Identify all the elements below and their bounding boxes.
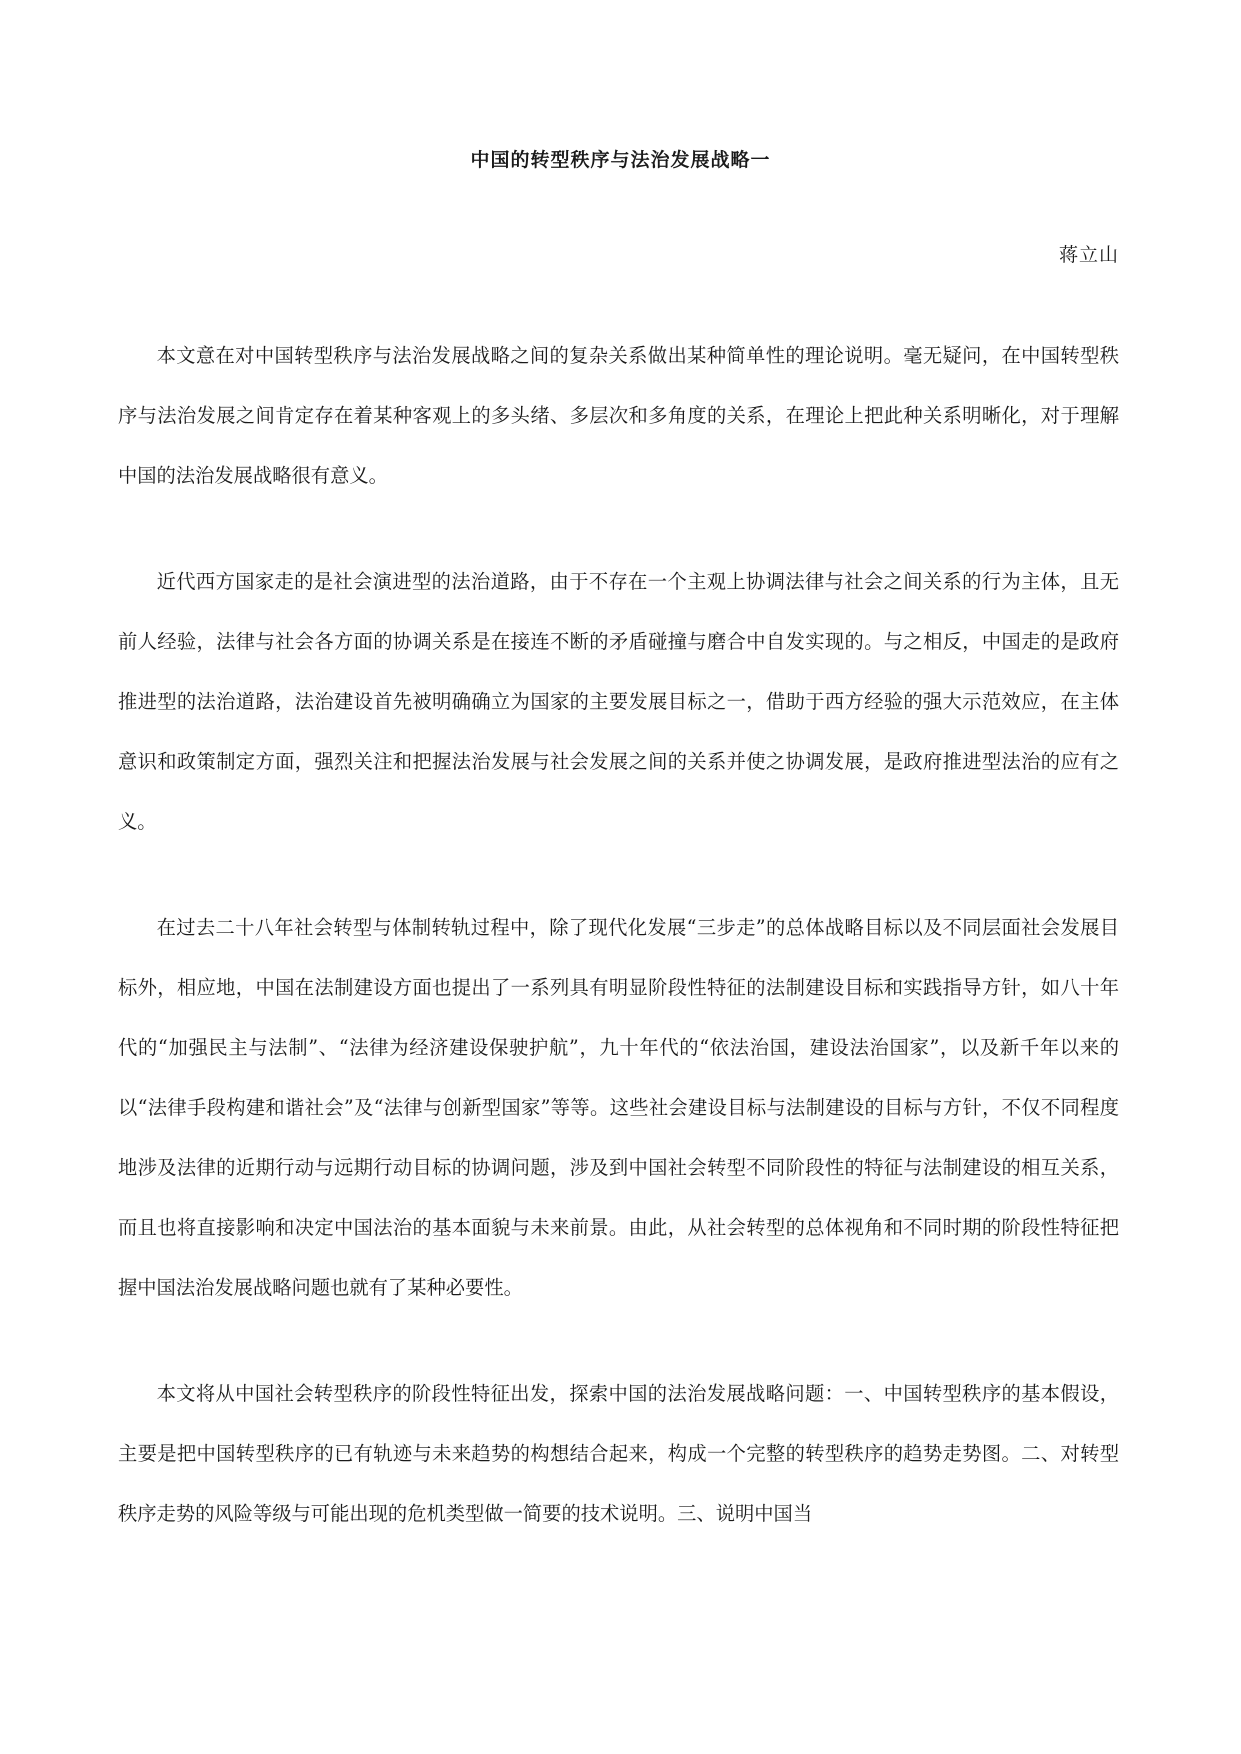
paragraph-3: 在过去二十八年社会转型与体制转轨过程中，除了现代化发展“三步走”的总体战略目标以及不同层面社会发展目标外，相应地，中国在法制建设方面也提出了一系列具有明显阶段性特征的法制建设目标和实践指导方针，如八十年代的“加强民主与法制”、“法律为经济建设保驶护航”，九十年代的“依法治国，建设法治国家”，以及新千年以来的以“法律手段构建和谐社会”及“法律与创新型国家”等等。这些社会建设目标与法制建设的目标与方针，不仅不同程度地涉及法律的近期行动与远期行动目标的协调问题，涉及到中国社会转型不同阶段性的特征与法制建设的相互关系，而且也将直接影响和决定中国法治的基本面貌与未来前景。由此，从社会转型的总体视角和不同时期的阶段性特征把握中国法治发展战略问题也就有了某种必要性。 (118, 916, 1119, 1299)
document-body (118, 326, 1119, 1590)
paragraph-4: 本文将从中国社会转型秩序的阶段性特征出发，探索中国的法治发展战略问题：一、中国转型秩序的基本假设，主要是把中国转型秩序的已有轨迹与未来趋势的构想结合起来，构成一个完整的转型秩序的趋势走势图。二、对转型秩序走势的风险等级与可能出现的危机类型做一简要的技术说明。三、说明中国当 (118, 1382, 1119, 1525)
document-title: 中国的转型秩序与法治发展战略一 (470, 149, 771, 171)
author-name: 蒋立山 (1058, 244, 1119, 266)
paragraph-1: 本文意在对中国转型秩序与法治发展战略之间的复杂关系做出某种简单性的理论说明。毫无疑问，在中国转型秩序与法治发展之间肯定存在着某种客观上的多头绪、多层次和多角度的关系，在理论上把此种关系明晰化，对于理解中国的法治发展战略很有意义。 (118, 344, 1119, 487)
paragraph-2: 近代西方国家走的是社会演进型的法治道路，由于不存在一个主观上协调法律与社会之间关系的行为主体，且无前人经验，法律与社会各方面的协调关系是在接连不断的矛盾碰撞与磨合中自发实现的。与之相反，中国走的是政府推进型的法治道路，法治建设首先被明确确立为国家的主要发展目标之一，借助于西方经验的强大示范效应，在主体意识和政策制定方面，强烈关注和把握法治发展与社会发展之间的关系并使之协调发展，是政府推进型法治的应有之义。 (118, 570, 1119, 833)
